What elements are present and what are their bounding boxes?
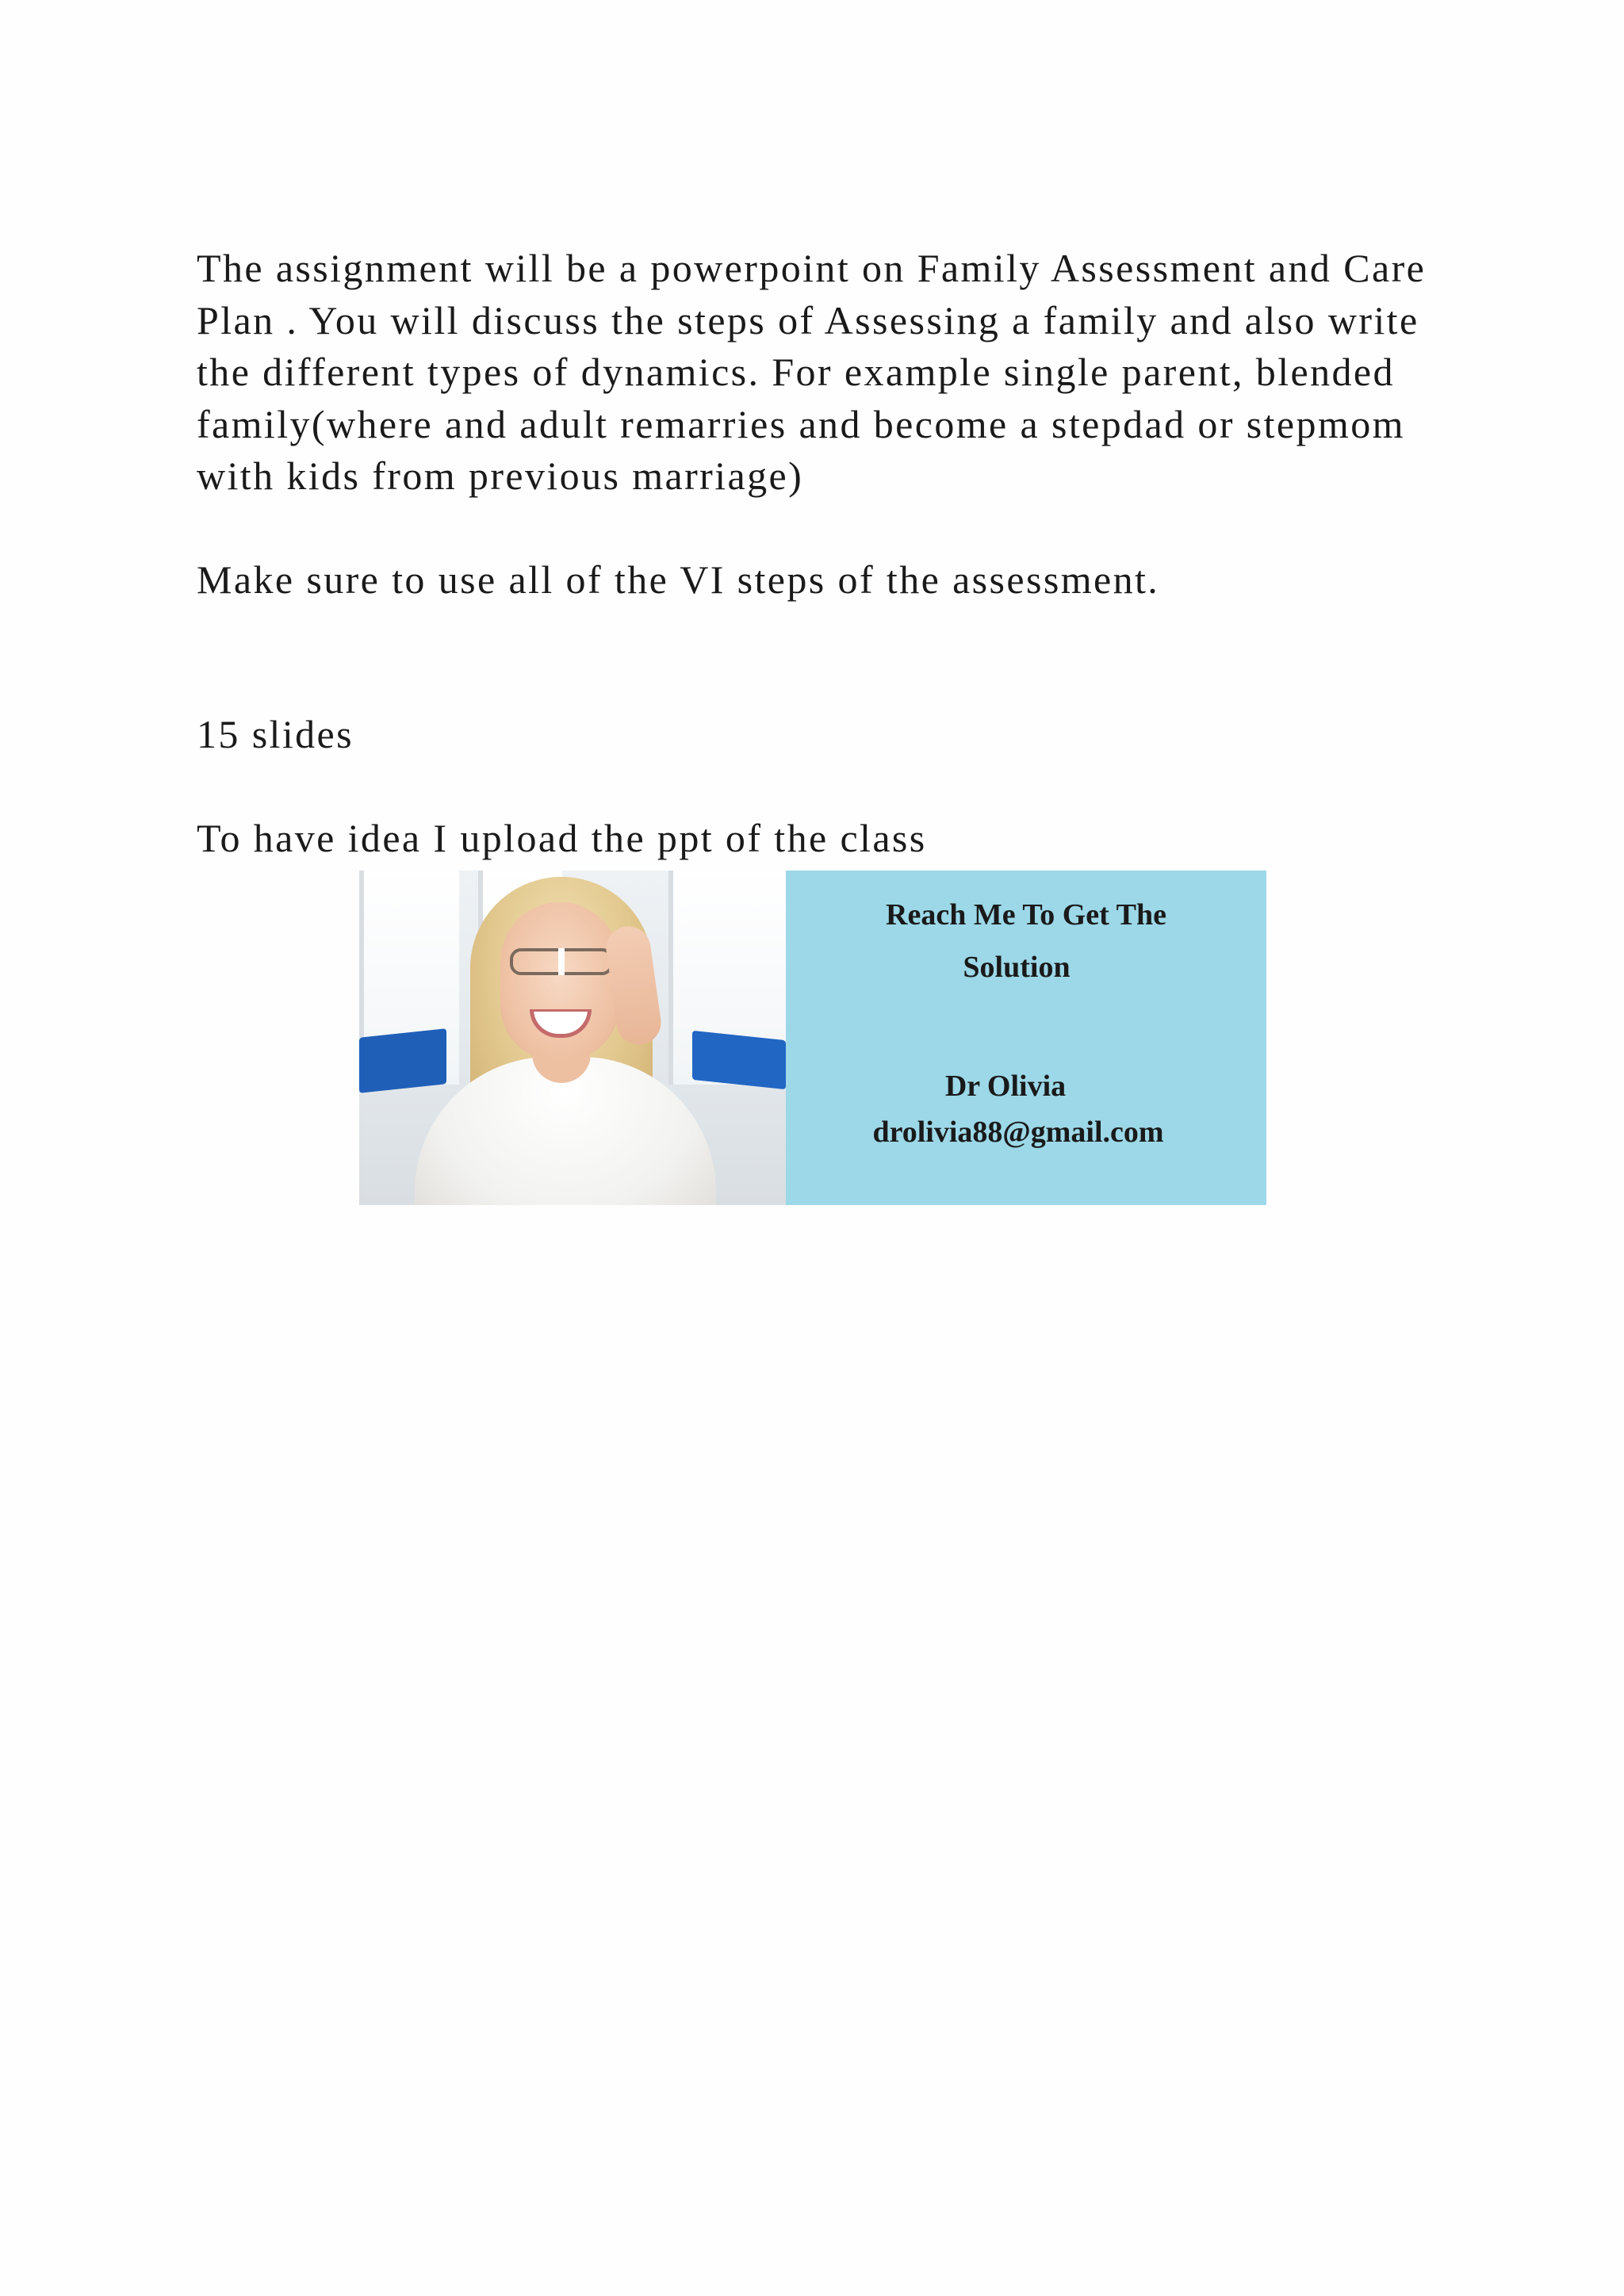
- contact-name: Dr Olivia: [944, 1070, 1067, 1103]
- slide-count: 15 slides: [197, 712, 354, 756]
- woman-photo: [359, 871, 786, 1205]
- upload-note: To have idea I upload the ppt of the class: [197, 815, 927, 860]
- contact-info-panel: [786, 871, 1266, 1205]
- contact-email: drolivia88@gmail.com: [872, 1115, 1164, 1149]
- assessment-instruction: Make sure to use all of the VI steps of the assessment.: [197, 557, 1160, 602]
- banner-headline: Reach Me To Get The: [886, 898, 1166, 932]
- contact-banner: [359, 871, 1266, 1205]
- assignment-description: The assignment will be a powerpoint on Family Assessment and Care Plan . You will discuss the steps of Assessing a family and also write the different types of dynamics. For example single parent, blended family(where and adult remarries and become a stepdad or stepmom with kids from previous marriage): [197, 246, 1427, 498]
- banner-headline-2: Solution: [963, 951, 1071, 984]
- document-body: [197, 243, 1434, 864]
